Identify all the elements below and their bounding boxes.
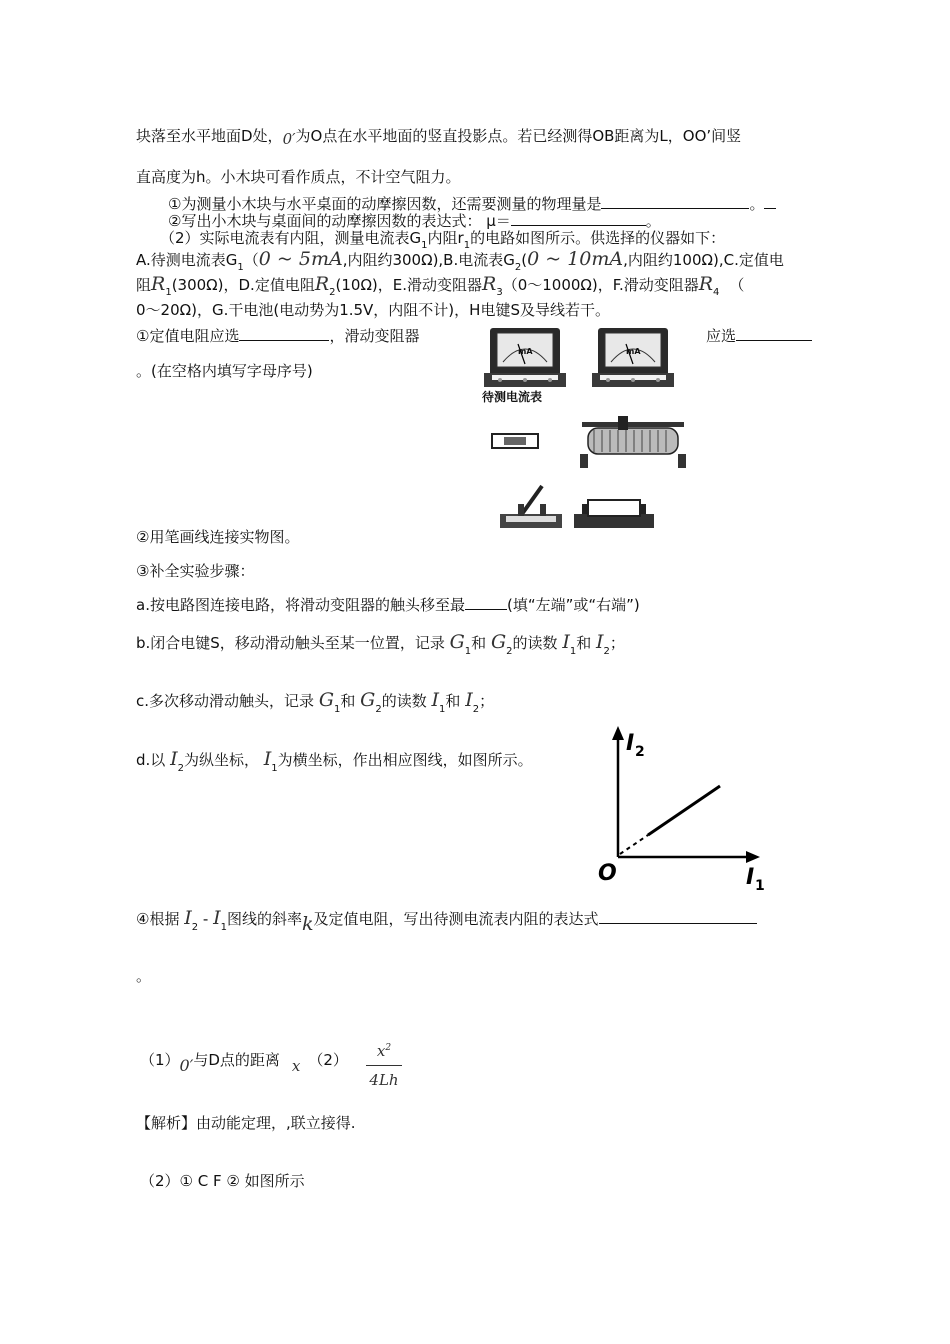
answer-blank [764,193,776,209]
analysis: 【解析】由动能定理，,联立接得. [136,1114,356,1132]
text-segment: 及定值电阻，写出待测电流表内阻的表达式 [313,910,599,928]
text-segment: 图线的斜率 [227,910,303,928]
math-symbol: I [184,907,192,929]
step-a [136,594,640,615]
meter-unit-label: mA [626,347,641,356]
y-axis-arrow [612,726,624,740]
text-segment: 。 [645,212,661,230]
step-1-end [706,325,812,346]
resistor-icon [492,434,538,448]
math-range: 0 ~ 5mA [258,248,343,270]
subscript: 1 [439,704,446,715]
subscript: 2 [375,704,382,715]
text-segment: 的读数 [381,692,427,710]
math-symbol: G [360,689,376,711]
graph-line [648,786,720,835]
text-segment: 应选 [706,327,737,345]
x-axis-arrow [746,851,760,863]
subscript: 1 [271,763,278,774]
ammeter-icon [592,328,674,387]
subscript: 1 [463,240,471,251]
origin-label: O [598,861,617,886]
answer-blank[interactable] [511,210,646,226]
math-symbol: G [449,631,465,653]
x-axis-label: I [746,865,755,890]
step-4-end: 。 [136,967,152,985]
text-segment: (300Ω)，D.定值电阻 [171,276,315,294]
text-segment: 。 [749,195,765,213]
text-segment: ，滑动变阻器 [329,327,420,345]
question-text: ①为测量小木块与水平桌面的动摩擦因数，还需要测量的物理量是 [168,195,602,213]
text-line [136,126,741,146]
subscript: 2 [506,646,513,657]
math-symbol: k [302,913,314,935]
text-segment: A.待测电流表G [136,251,238,269]
subscript: 2 [329,287,336,298]
i2-i1-graph [590,722,780,897]
text-segment: （2）实际电流表有内阻，测量电流表G [160,229,422,247]
answer-blank[interactable] [599,908,757,924]
step-1-note: 。(在空格内填写字母序号) [136,362,313,380]
text-segment: 和 [576,634,592,652]
subscript: 2 [472,704,480,715]
y-axis-label: I [626,731,635,756]
x-axis-subscript: 1 [755,878,765,894]
text-segment: 和 [471,634,487,652]
text-segment: 阻 [136,276,152,294]
figure-caption: 待测电流表 [482,390,543,404]
y-axis-subscript: 2 [635,744,645,760]
text-segment: 为纵坐标， [183,751,259,769]
math-symbol: I [596,631,604,653]
instrument-line [136,274,744,298]
graph-extrapolation [620,835,648,854]
text-segment: 和 [340,692,356,710]
math-symbol: - [202,910,209,928]
subscript: 1 [220,922,227,933]
text-segment: a.按电路图连接电路，将滑动变阻器的触头移至最 [136,596,465,614]
math-symbol: x [291,1057,301,1075]
math-symbol: R [151,273,166,295]
text-line: 直高度为h。小木块可看作质点，不计空气阻力。 [136,168,461,186]
ammeter-icon [484,328,566,387]
part2-intro [160,228,725,251]
text-segment: ； [479,692,495,710]
answer-blank[interactable] [239,325,329,341]
step-b [136,628,625,660]
math-symbol: I [213,907,221,929]
text-segment: 块落至水平地面D处， [136,127,283,145]
switch-icon [500,486,562,528]
meter-unit-label: mA [518,347,533,356]
subscript: 1 [165,287,172,298]
fraction [364,1038,404,1090]
text-segment: （ [729,276,745,294]
math-range: 0 ~ 10mA [527,248,624,270]
subscript: 2 [191,922,199,933]
step-c [136,686,494,718]
text-segment: ④根据 [136,910,180,928]
text-segment: b.闭合电键S，移动滑动触头至某一位置，记录 [136,634,445,652]
math-symbol: I [562,631,570,653]
math-symbol: I [263,748,272,770]
math-symbol: 0′ [179,1056,194,1075]
text-segment: ,内阻约100Ω),C.定值电 [623,251,784,269]
math-symbol: I [431,689,440,711]
answer-1 [140,1046,348,1074]
math-symbol: G [490,631,507,653]
subscript: 4 [713,287,720,298]
subscript: 2 [514,262,522,273]
subscript: 2 [603,646,610,657]
superscript: 2 [385,1043,392,1053]
math-symbol: I [170,748,178,770]
answer-blank[interactable] [465,594,507,610]
math-symbol: 0′ [282,130,296,148]
math-symbol: R [314,273,330,295]
battery-icon [574,500,654,528]
math-symbol: x [376,1042,386,1060]
step-3: ③补全实验步骤： [136,562,255,580]
math-symbol: R [482,273,497,295]
subscript: 1 [237,262,244,273]
text-segment: 与D点的距离 [193,1051,280,1069]
text-segment: 为横坐标，作出相应图线，如图所示。 [277,751,533,769]
text-segment: 和 [445,692,461,710]
text-segment: d.以 [136,751,166,769]
text-segment: 为O点在水平地面的竖直投影点。若已经测得OB距离为L，OO’间竖 [295,127,742,145]
subscript: 1 [464,646,472,657]
rheostat-icon [580,416,686,468]
subscript: 1 [421,240,428,251]
question-text: ②写出小木块与桌面间的动摩擦因数的表达式： μ＝ [168,212,511,230]
text-segment: 的电路如图所示。供选择的仪器如下： [470,229,726,247]
text-segment: (10Ω)，E.滑动变阻器 [335,276,483,294]
answer-blank[interactable] [601,193,749,209]
answer-blank[interactable] [736,325,812,341]
text-segment: ； [609,634,625,652]
text-segment: c.多次移动滑动触头，记录 [136,692,315,710]
text-segment: （0～1000Ω)，F.滑动变阻器 [502,276,699,294]
step-1 [136,325,419,346]
subscript: 3 [496,287,503,298]
math-symbol: I [465,689,473,711]
text-segment: ①定值电阻应选 [136,327,240,345]
fraction-denominator: 4Lh [369,1071,399,1089]
answer-2: （2）① C F ② 如图所示 [140,1172,305,1190]
fraction-numerator [364,1038,404,1061]
instrument-figure [470,318,710,538]
text-segment: (填“左端”或“右端”) [506,596,640,614]
text-segment: （1） [140,1051,180,1069]
text-segment: ,内阻约300Ω),B.电流表G [342,251,515,269]
text-segment: 的读数 [512,634,558,652]
instrument-line: A.待测电流表$G_1(0$ ~ 5mA,内阻约300Ω),B.电流表$G_2(0$ ~ 10mA,内阻约100Ω),C.定值电 [136,248,784,273]
subscript: 1 [569,646,577,657]
subscript: 2 [177,763,184,774]
text-segment: 内阻r [427,229,464,247]
step-d [136,745,533,777]
subscript: 1 [334,704,341,715]
instrument-line: 0～20Ω)，G.干电池(电动势为1.5V，内阻不计)，H电键S及导线若干。 [136,301,610,319]
math-symbol: R [698,273,714,295]
math-symbol: G [318,689,334,711]
fraction-bar [366,1065,402,1066]
step-4 [136,904,757,936]
text-segment: （2） [308,1051,348,1069]
step-2: ②用笔画线连接实物图。 [136,528,300,546]
